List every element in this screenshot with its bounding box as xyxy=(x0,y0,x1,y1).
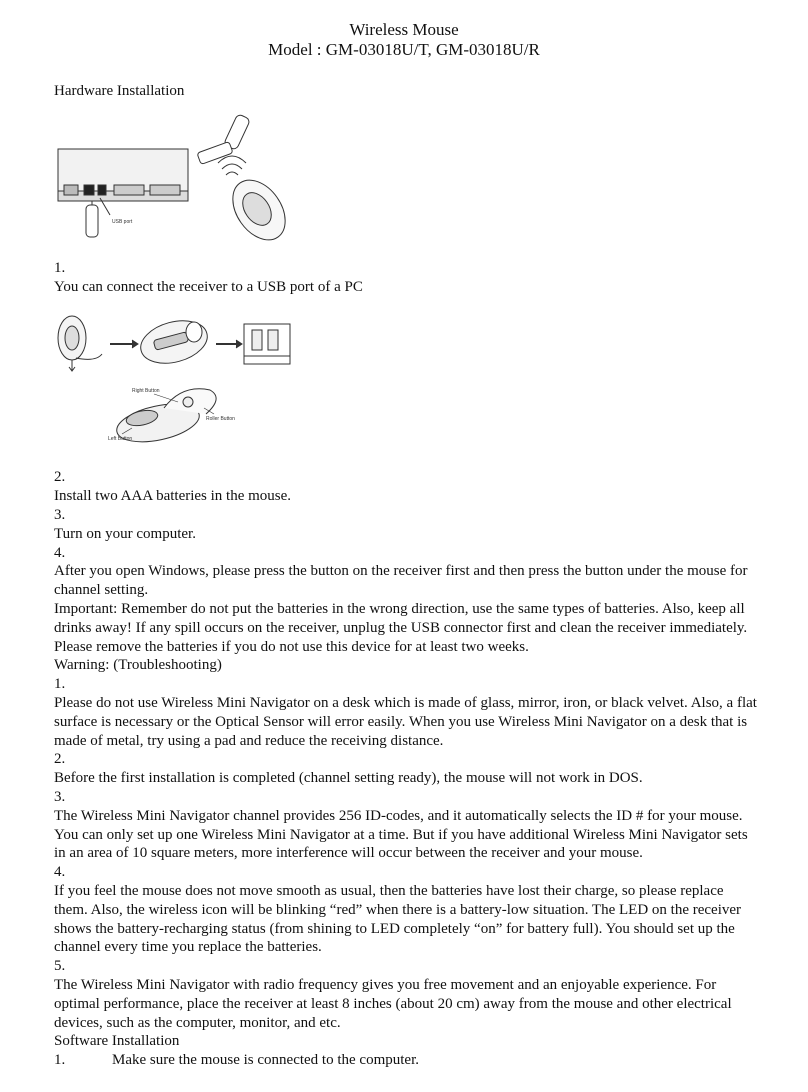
warning-3-text: The Wireless Mini Navigator channel provides 256 ID-codes, and it automatically selects the ID # for your mouse. You can only set up one Wireless Mini Navigator at a time. But if you have additional Wireless Mini Navigator sets in an area of 10 square meters, more interference will occur between the receiver and your mouse. xyxy=(54,807,748,862)
document-model: Model : GM-03018U/T, GM-03018U/R xyxy=(268,40,540,59)
hardware-heading: Hardware Installation xyxy=(54,83,185,99)
important-note: Important: Remember do not put the batteries in the wrong direction, use the same types of batteries. Also, keep all drinks away! If any spill occurs on the receiver, unplug the USB connector first and clean the receiver immediately. Please remove the batteries if you do not use this device for at least two weeks. xyxy=(54,600,748,655)
left-button-label: Left Button xyxy=(108,436,133,443)
step-3-text: Turn on your computer. xyxy=(54,525,196,542)
software-heading: Software Installation xyxy=(54,1033,180,1050)
warning-1-text: Please do not use Wireless Mini Navigator on a desk which is made of glass, mirror, iron, or black velvet. Also, a flat surface is necessary or the Optical Sensor will error easily. When you use Wireless Mini Navigator on a desk that is made of metal, try using a pad and reduce the receiving distance. xyxy=(54,694,757,749)
software-step-1 xyxy=(54,1051,759,1070)
warning-4-text: If you feel the mouse does not move smooth as usual, then the batteries have lost their charge, so please replace them. Also, the wireless icon will be blinking “red” when there is a battery-low situation. The LED on the receiver shows the battery-recharging status (from shining to LED completely “on” for battery full). You should set up the channel every time you replace the batteries. xyxy=(54,882,742,956)
step-3-number: 3. xyxy=(54,506,66,523)
figure-battery-install xyxy=(54,310,759,460)
roller-button-label: Roller Button xyxy=(206,416,235,423)
warning-2-number: 2. xyxy=(54,751,66,768)
document-title: Wireless Mouse xyxy=(349,20,459,39)
software-step-1-text: Make sure the mouse is connected to the computer. xyxy=(112,1052,419,1069)
software-step-1-number: 1. xyxy=(54,1052,66,1069)
step-1-text: You can connect the receiver to a USB port of a PC xyxy=(54,278,363,295)
step-1-number: 1. xyxy=(54,259,66,276)
step-4-number: 4. xyxy=(54,544,66,561)
warning-3-number: 3. xyxy=(54,788,66,805)
usb-port-label: USB port xyxy=(112,218,133,225)
figure-usb-connection xyxy=(54,105,759,245)
right-button-label: Right Button xyxy=(132,388,160,395)
warning-5-number: 5. xyxy=(54,958,66,975)
warning-5-text: The Wireless Mini Navigator with radio frequency gives you free movement and an enjoyable experience. For optimal performance, place the receiver at least 8 inches (about 20 cm) away from the mouse and other electrical devices, such as the computer, monitor, and etc. xyxy=(54,976,732,1031)
step-2-text: Install two AAA batteries in the mouse. xyxy=(54,488,292,505)
document-body xyxy=(54,82,759,1070)
warning-2-text: Before the first installation is completed (channel setting ready), the mouse will not work in DOS. xyxy=(54,770,643,787)
step-2-number: 2. xyxy=(54,469,66,486)
warning-heading: Warning: (Troubleshooting) xyxy=(54,657,222,674)
warning-4-number: 4. xyxy=(54,864,66,881)
step-4-text: After you open Windows, please press the button on the receiver first and then press the button under the mouse for channel setting. xyxy=(54,563,748,599)
warning-1-number: 1. xyxy=(54,676,66,693)
